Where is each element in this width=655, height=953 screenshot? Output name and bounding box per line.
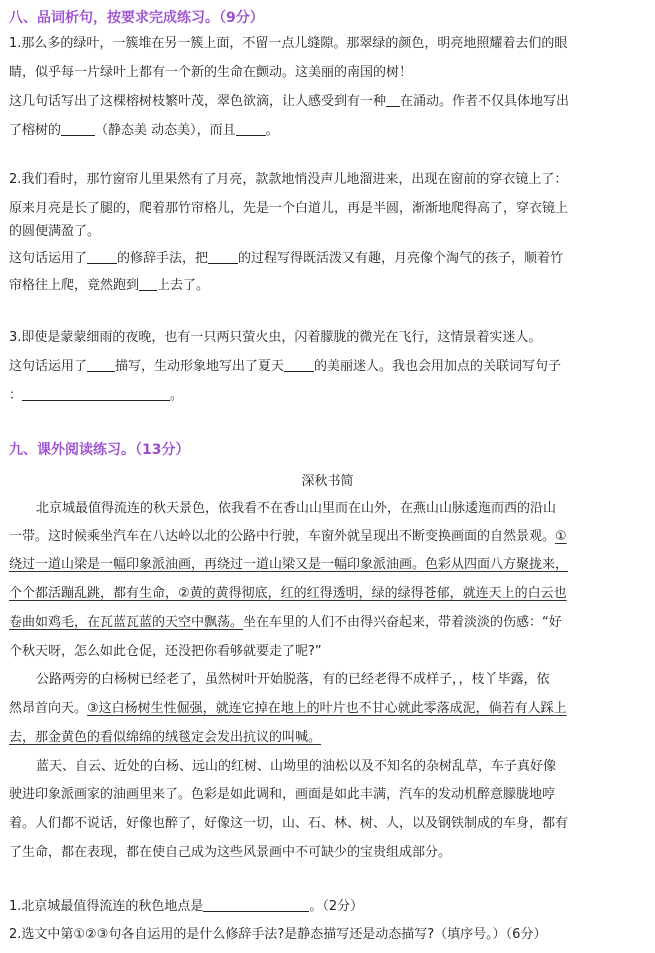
q1-line-3 [9,87,645,117]
p1-line-1: 北京城最值得流连的秋天景色，依我看不在香山山里而在山外，在燕山山脉逶迤而西的沿山 [36,501,557,516]
q3-blank-1[interactable] [87,356,115,372]
p1-line-4 [9,579,645,609]
p1-line-4-text-a: 个个都活蹦乱跳，都有生命， [9,586,179,601]
q3-line-2-text-c: 的美丽迷人。我也会用加点的关联词写句子 [314,359,562,374]
sentence-2-text: ②黄的黄得彻底，红的红得透明，绿的绿得苍郁，就连天上的白云也 [178,586,567,601]
q1-line-4-text-c: 。 [265,123,279,138]
q2-blank-3[interactable] [139,275,157,291]
q2-blank-1[interactable] [87,248,117,264]
p3-line-2: 驶进印象派画家的油画里来了。色彩是如此调和，画面是如此丰满，汽车的发动机醉意朦胧地哼 [9,787,556,802]
p2-line-2 [9,694,645,724]
reading-question-1 [9,892,645,922]
q1-line-4-text-b: （静态美 动态美），而且 [95,123,236,138]
q2-line-4-text-a: 这句话运用了 [9,251,88,266]
q3-blank-3[interactable] [22,385,170,401]
q3-line-3-text-b: 。 [170,388,184,403]
q3-line-2 [9,352,645,382]
reading-question-1-blank[interactable] [203,896,309,912]
p1-line-6: 个秋天呀，怎么如此仓促，还没把你看够就要走了呢?” [9,644,322,659]
passage-title: 深秋书简 [301,474,354,489]
p3-line-1: 蓝天、自云、近处的白杨、远山的红树、山坳里的油松以及不知名的杂树乱草，车子真好像 [36,759,557,774]
p3-line-3: 着。人们都不说话，好像也醉了，好像这一切，山、石、林、树、人，以及钢铁制成的车身，都有 [9,816,569,831]
sentence-1-marker: ① [555,529,567,544]
sentence-3-text: ③这白杨树生性倔强，就连它掉在地上的叶片也不甘心就此零落成泥，倘若有人踩上 [87,701,567,716]
q2-line-5-text-b: 上去了。 [157,278,210,293]
q1-blank-1[interactable] [386,91,400,107]
q1-line-3-text-b: 在涌动。作者不仅具体地写出 [400,94,570,109]
q2-line-5-text-a: 帘格往上爬，竟然跑到 [9,278,140,293]
q1-line-4 [9,116,645,146]
sentence-2-text-end: 卷曲如鸡毛，在瓦蓝瓦蓝的天空中飘荡。 [9,615,244,630]
p1-line-2 [9,522,645,552]
q2-line-3: 的圆便满盈了。 [9,224,101,239]
p1-line-2-text-a: 一带。这时候乘坐汽车在八达岭以北的公路中行驶，车窗外就呈现出不断变换画面的自然景观。 [9,529,556,544]
q3-line-2-text-b: 描写，生动形象地写出了夏天 [115,359,285,374]
q3-line-2-text-a: 这句话运用了 [9,359,88,374]
q2-line-1: 2.我们看时，那竹窗帘儿里果然有了月亮，款款地悄没声儿地溜进来，出现在窗前的穿衣镜上了： [9,172,568,187]
sentence-3-text-end: 去，那金黄色的看似绵绵的绒毯定会发出抗议的叫喊。 [9,730,322,745]
p3-line-4: 了生命，都在表现，都在使自己成为这些风景画中不可缺少的宝贵组成部分。 [9,845,452,860]
section-8-heading: 八、品词析句，按要求完成练习。（9分） [9,10,264,26]
q2-line-4-text-b: 的修辞手法，把 [117,251,209,266]
sentence-1-text: 绕过一道山梁是一幅印象派油画，再绕过一道山梁又是一幅印象派油画。色彩从四面八方聚拢来， [9,557,569,572]
p1-line-5 [9,608,645,638]
p2-line-2-text-a: 然昂首向天。 [9,701,88,716]
q1-line-2: 睛，似乎每一片绿叶上都有一个新的生命在颤动。这美丽的南国的树！ [9,65,413,80]
q1-line-1: 1.那么多的绿叶，一簇堆在另一簇上面，不留一点儿缝隙。那翠绿的颜色，明亮地照耀着去们的眼 [9,36,568,51]
q1-blank-3[interactable] [236,120,266,136]
q1-line-3-text-a: 这几句话写出了这棵榕树枝繁叶茂，翠色欲滴，让人感受到有一种 [9,94,387,109]
section-9-heading: 九、课外阅读练习。（13分） [9,442,190,458]
p2-line-1: 公路两旁的白杨树已经老了，虽然树叶开始脱落，有的已经老得不成样子，，枝丫毕露，依 [36,672,550,687]
p1-line-3 [9,550,645,580]
q3-line-3-text-a: ： [9,388,23,403]
q1-line-4-text-a: 了榕树的 [9,123,62,138]
p2-line-3 [9,723,645,753]
q1-blank-2[interactable] [61,120,95,136]
q3-line-3 [9,381,645,411]
reading-question-1-text: 1.北京城最值得流连的秋色地点是 [9,899,204,914]
q3-blank-2[interactable] [284,356,314,372]
q2-line-2: 原来月亮是长了腿的，爬着那竹帘格儿，先是一个白道儿，再是半圆，渐渐地爬得高了，穿衣镜上 [9,201,569,216]
q2-line-4-text-c: 的过程写得既活泼又有趣，月亮像个淘气的孩子，顺着竹 [238,251,564,266]
p1-line-5-text-b: 坐在车里的人们不由得兴奋起来，带着淡淡的伤感：“好 [243,615,562,630]
reading-question-1-score: 。（2分） [309,899,364,914]
q2-blank-2[interactable] [208,248,238,264]
q2-line-4 [9,244,645,274]
reading-question-2: 2.选文中第①②③句各自运用的是什么修辞手法?是静态描写还是动态描写?（填序号。）（6分） [9,927,547,942]
q2-line-5 [9,271,645,301]
q3-line-1: 3.即使是蒙蒙细雨的夜晚，也有一只两只萤火虫，闪着朦胧的微光在飞行，这情景着实迷人。 [9,330,542,345]
